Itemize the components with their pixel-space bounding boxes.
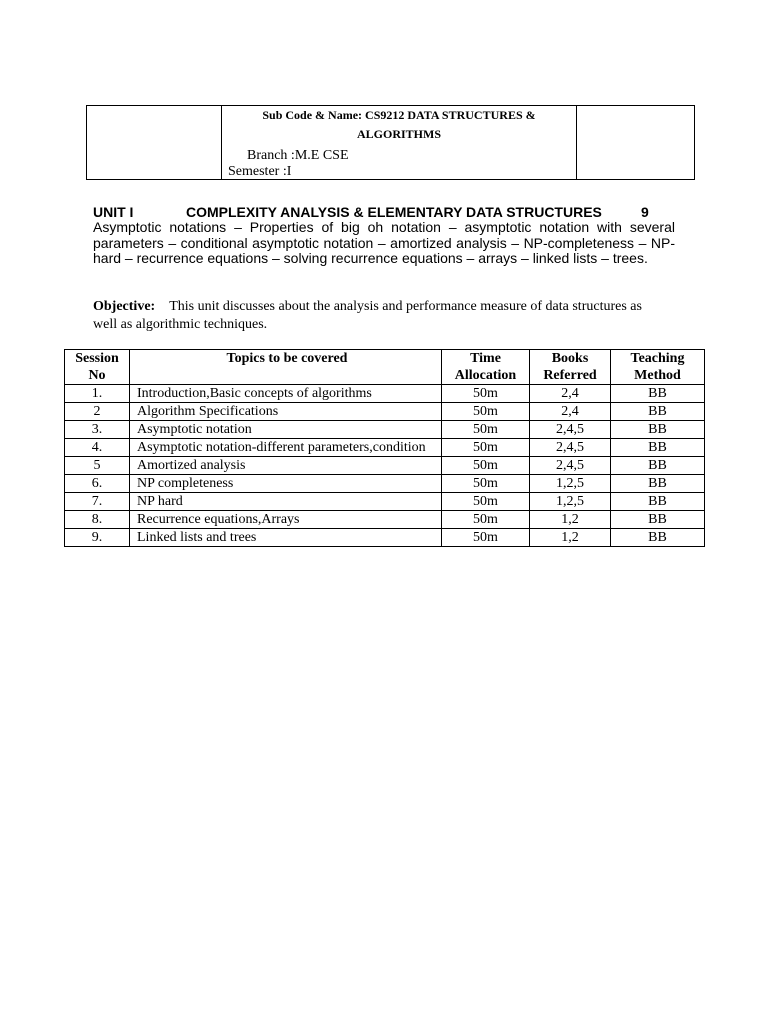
header-books-line1: Books	[551, 351, 589, 366]
header-time-line2: Allocation	[454, 368, 517, 383]
table-row	[65, 385, 705, 403]
unit-title: COMPLEXITY ANALYSIS & ELEMENTARY DATA STRUCTURES	[186, 204, 602, 220]
table-row	[65, 511, 705, 529]
method-cell: BB	[611, 493, 705, 511]
branch-text: Branch :M.E CSE	[247, 148, 349, 163]
sub-code-name-line1: Sub Code & Name: CS9212 DATA STRUCTURES &	[262, 108, 536, 122]
header-method-line1: Teaching	[630, 351, 685, 366]
header-session-line2: No	[88, 368, 106, 383]
time-cell: 50m	[442, 457, 530, 475]
semester-text: Semester :I	[228, 164, 292, 179]
method-cell: BB	[611, 439, 705, 457]
header-books-line2: Referred	[543, 368, 597, 383]
method-cell: BB	[611, 403, 705, 421]
header-middle-cell	[222, 106, 577, 179]
header-session-no	[65, 350, 130, 385]
session-no-cell: 7.	[65, 493, 130, 511]
session-no-cell: 6.	[65, 475, 130, 493]
method-cell: BB	[611, 457, 705, 475]
books-cell: 2,4	[530, 385, 611, 403]
session-plan-table	[64, 349, 705, 547]
table-row	[65, 493, 705, 511]
sub-code-name-line2: ALGORITHMS	[356, 127, 441, 141]
objective-label: Objective:	[93, 299, 156, 314]
header-right-cell	[577, 106, 694, 179]
header-method-line2: Method	[634, 368, 681, 383]
topic-cell: NP hard	[130, 493, 442, 511]
topic-cell: Recurrence equations,Arrays	[130, 511, 442, 529]
books-cell: 2,4,5	[530, 457, 611, 475]
table-row	[65, 529, 705, 547]
time-cell: 50m	[442, 493, 530, 511]
header-books-referred	[530, 350, 611, 385]
table-row	[65, 457, 705, 475]
books-cell: 1,2	[530, 529, 611, 547]
time-cell: 50m	[442, 385, 530, 403]
books-cell: 2,4	[530, 403, 611, 421]
time-cell: 50m	[442, 421, 530, 439]
books-cell: 2,4,5	[530, 439, 611, 457]
table-row	[65, 403, 705, 421]
topic-cell: Linked lists and trees	[130, 529, 442, 547]
books-cell: 1,2	[530, 511, 611, 529]
header-topics: Topics to be covered	[130, 350, 442, 385]
topic-cell: Asymptotic notation-different parameters,condition	[130, 439, 442, 457]
method-cell: BB	[611, 511, 705, 529]
books-cell: 1,2,5	[530, 475, 611, 493]
topic-cell: Algorithm Specifications	[130, 403, 442, 421]
unit-description: Asymptotic notations – Properties of big oh notation – asymptotic notation with several parameters – conditional asymptotic notation – amortized analysis – NP-completeness – NP-hard – recurrence equations – solving recurrence equations – arrays – linked lists – trees.	[93, 219, 675, 266]
session-no-cell: 4.	[65, 439, 130, 457]
session-no-cell: 8.	[65, 511, 130, 529]
time-cell: 50m	[442, 475, 530, 493]
topic-cell: NP completeness	[130, 475, 442, 493]
time-cell: 50m	[442, 511, 530, 529]
session-no-cell: 3.	[65, 421, 130, 439]
time-cell: 50m	[442, 439, 530, 457]
header-time-allocation	[442, 350, 530, 385]
header-session-line1: Session	[75, 351, 119, 366]
method-cell: BB	[611, 529, 705, 547]
header-teaching-method	[611, 350, 705, 385]
unit-label: UNIT I	[93, 204, 134, 220]
table-row	[65, 439, 705, 457]
subject-header-box	[86, 105, 695, 180]
objective-paragraph	[93, 298, 653, 334]
session-no-cell: 5	[65, 457, 130, 475]
method-cell: BB	[611, 385, 705, 403]
table-header-row	[65, 350, 705, 385]
unit-hours: 9	[641, 204, 649, 220]
topic-cell: Introduction,Basic concepts of algorithms	[130, 385, 442, 403]
books-cell: 2,4,5	[530, 421, 611, 439]
session-no-cell: 9.	[65, 529, 130, 547]
topic-cell: Asymptotic notation	[130, 421, 442, 439]
method-cell: BB	[611, 421, 705, 439]
table-row	[65, 421, 705, 439]
objective-text: This unit discusses about the analysis and performance measure of data structures as well as algorithmic techniques.	[93, 299, 642, 332]
method-cell: BB	[611, 475, 705, 493]
time-cell: 50m	[442, 403, 530, 421]
header-left-cell	[87, 106, 222, 179]
header-time-line1: Time	[470, 351, 501, 366]
topic-cell: Amortized analysis	[130, 457, 442, 475]
table-row	[65, 475, 705, 493]
time-cell: 50m	[442, 529, 530, 547]
session-no-cell: 2	[65, 403, 130, 421]
books-cell: 1,2,5	[530, 493, 611, 511]
session-no-cell: 1.	[65, 385, 130, 403]
